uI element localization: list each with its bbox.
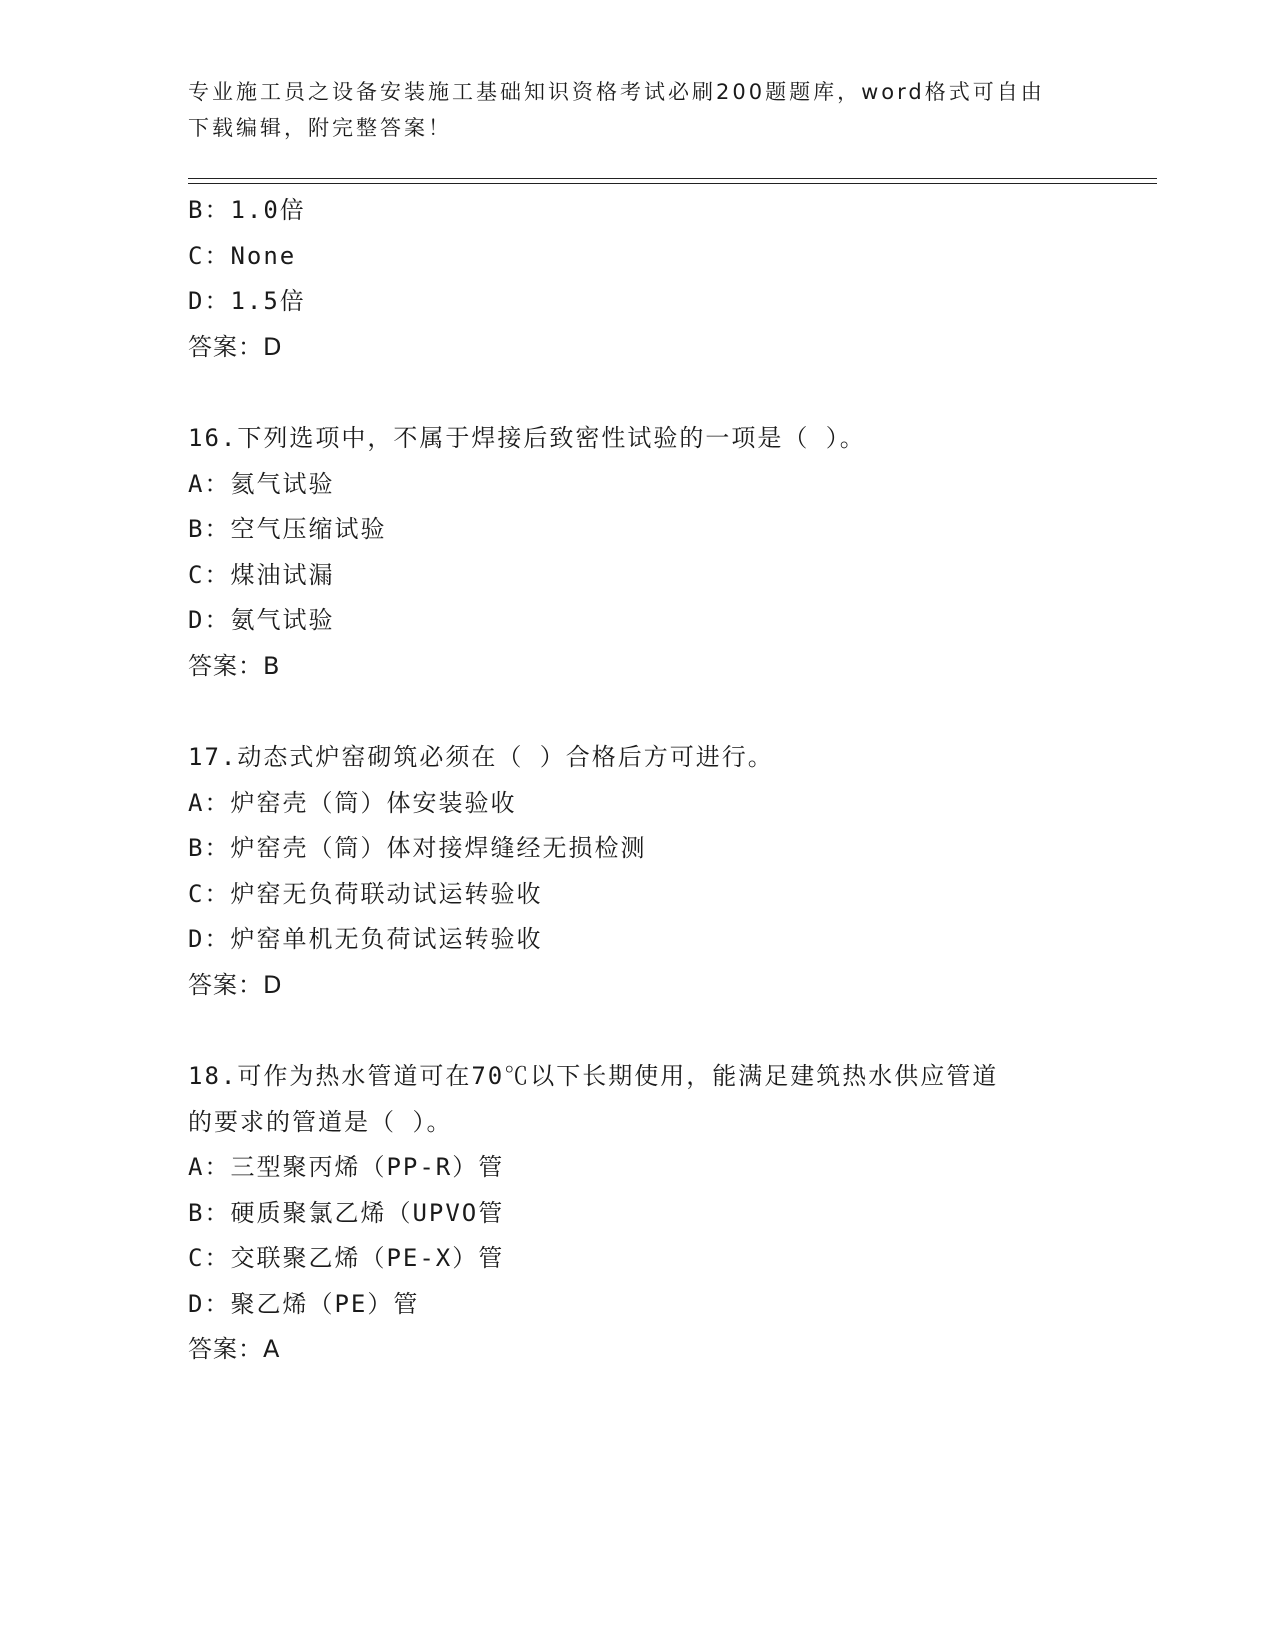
option-d: D：炉窑单机无负荷试运转验收 — [188, 925, 543, 953]
question-block-17 — [188, 735, 1148, 1008]
option-a: A：氦气试验 — [188, 469, 335, 498]
question-stem: 16.下列选项中，不属于焊接后致密性试验的一项是（ ）。 — [188, 424, 866, 452]
option-b: B：1.0倍 — [188, 196, 306, 224]
header-divider-bottom — [188, 183, 1157, 184]
question-block-16 — [188, 416, 1148, 689]
question-block-15 — [188, 188, 1148, 370]
spacer — [188, 1008, 1148, 1054]
spacer — [188, 370, 1148, 416]
question-block-18 — [188, 1054, 1148, 1373]
document-header — [188, 74, 1088, 146]
option-c: C：炉窑无负荷联动试运转验收 — [188, 879, 543, 908]
spacer — [188, 689, 1148, 735]
answer-line: 答案：A — [188, 1335, 281, 1363]
question-stem-continued: 的要求的管道是（ ）。 — [188, 1107, 453, 1136]
option-c: C：None — [188, 241, 297, 270]
question-list — [188, 188, 1148, 1373]
header-divider-top — [188, 178, 1157, 179]
header-line-2: 下载编辑，附完整答案！ — [188, 116, 452, 140]
header-line-1: 专业施工员之设备安装施工基础知识资格考试必刷200题题库，word格式可自由 — [188, 80, 1045, 104]
option-b: B：炉窑壳（筒）体对接焊缝经无损检测 — [188, 834, 647, 862]
option-d: D：氨气试验 — [188, 606, 335, 634]
answer-line: 答案：D — [188, 970, 283, 999]
option-b: B：空气压缩试验 — [188, 515, 387, 543]
answer-line: 答案：D — [188, 332, 283, 361]
option-d: D：1.5倍 — [188, 287, 306, 315]
question-stem: 18.可作为热水管道可在70℃以下长期使用，能满足建筑热水供应管道 — [188, 1062, 999, 1090]
answer-line: 答案：B — [188, 651, 281, 680]
option-a: A：三型聚丙烯（PP-R）管 — [188, 1153, 505, 1181]
option-a: A：炉窑壳（筒）体安装验收 — [188, 788, 517, 817]
option-c: C：煤油试漏 — [188, 560, 335, 589]
question-stem: 17.动态式炉窑砌筑必须在（ ）合格后方可进行。 — [188, 743, 774, 771]
option-d: D：聚乙烯（PE）管 — [188, 1289, 420, 1318]
option-c: C：交联聚乙烯（PE-X）管 — [188, 1244, 505, 1272]
option-b: B：硬质聚氯乙烯（UPVO管 — [188, 1198, 505, 1227]
